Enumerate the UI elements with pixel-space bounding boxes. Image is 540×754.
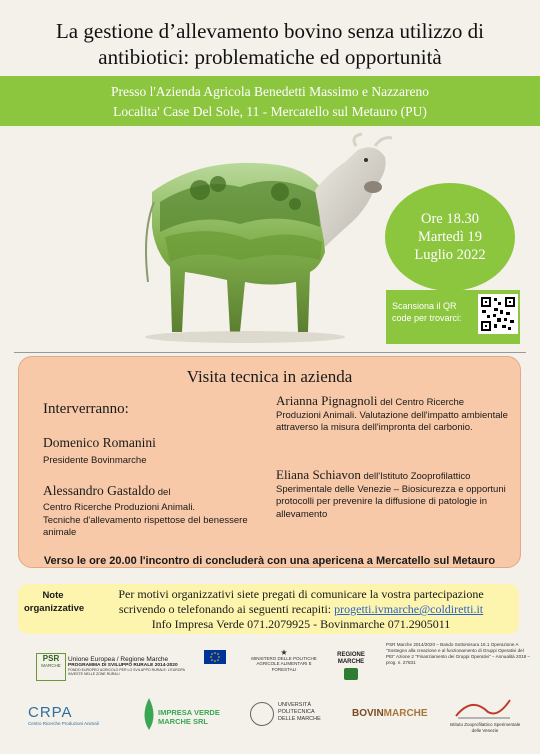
univ-line-2: POLITECNICA [278,709,315,715]
ue-program-text [68,656,198,676]
visit-panel [18,356,521,568]
qr-label: Scansiona il QR code per trovarci: [392,301,462,323]
psr-logo [36,653,66,681]
title-line-2: antibiotici: problematiche ed opportunità [98,45,442,69]
crpa-logo [28,704,108,727]
impresa-verde-logo [158,708,228,726]
speaker-3-affiliation: Ricerche Produzioni Animali. [276,397,465,421]
speaker-4-affil-prefix: dell'Istituto [360,471,409,482]
qr-code-icon[interactable] [478,294,518,334]
speaker-2-name: Alessandro Gastaldo [43,483,156,498]
ministero-logo [244,650,324,672]
regione-marche-logo [330,652,372,680]
ue-line-1: Unione Europea / Regione Marche [68,656,169,663]
event-month-year: Luglio 2022 [414,247,486,263]
university-seal-icon [250,702,274,726]
notes-label-line-2: organizzative [24,603,85,614]
event-date-badge [385,183,515,291]
location-line-2: Localita' Case Del Sole, 11 - Mercatello sul Metauro (PU) [113,104,427,119]
notes-line-2 [86,602,516,617]
sponsor-logos-row-2 [0,692,540,754]
visit-title: Visita tecnica in azienda [186,367,353,386]
event-time: Ore 18.30 [421,211,479,227]
univ-line-3: DELLE MARCHE [278,716,321,722]
univpm-logo [278,702,330,723]
speaker-3-topic: Valutazione dell'impatto ambientale attraverso la misura dell'impronta del carbonio. [276,409,508,433]
notes-text [86,587,516,632]
psr-funding-note: PSR Marche 2014/2020 – Bando Sottomisura 16.1 Operazione A "Sostegno alla creazione e al funzionamento di Gruppi Operativi del PEI" Azione 2 "Finanziamento dei Gruppi Operativi" – Annualità 2018 – prog. n. 27831 [386,642,531,665]
iv-line-1: IMPRESA VERDE [158,708,220,717]
izs-text: Istituto Zooprofilattico Sperimentale delle Venezie [449,722,521,733]
marche-part: MARCHE [383,708,428,719]
iv-line-2: MARCHE SRL [158,717,208,726]
ue-line-3: FONDO EUROPEO AGRICOLO PER LO SVILUPPO RURALE: L'EUROPA INVESTE NELLE ZONE RURALI [68,668,185,676]
crpa-logo-sub: Centro Ricerche Produzioni Animali [28,721,99,726]
izs-logo-icon [452,694,514,720]
speaker-1-role: Presidente Bovinmarche [43,455,147,466]
closing-note: Verso le ore 20.00 l'incontro di concluderà con una apericena a Mercatello sul Metauro [43,555,496,567]
title-line-1: La gestione d’allevamento bovino senza utilizzo di [55,19,485,43]
psr-logo-text: PSR [42,654,60,663]
psr-logo-sub: MARCHE [41,663,61,668]
notes-line-2-prefix: scrivendo o telefonando ai seguenti recapiti: [118,602,335,616]
ministero-text: MINISTERO DELLE POLITICHE AGRICOLE ALIMENTARI E FORESTALI [251,655,317,672]
emblem-icon: ★ [280,648,288,657]
email-link[interactable]: progetti.ivmarche@coldiretti.it [334,602,484,616]
location-banner [0,76,540,126]
speaker-4-topic: Biosicurezza e opportuni protocolli per prevenire la diffusione di patologie in allevamento [276,483,506,520]
speaker-3-affil-prefix: del Centro [377,397,424,408]
speaker-2-affiliation: Centro Ricerche Produzioni Animali. [43,502,196,513]
bovinmarche-logo [352,708,428,719]
eu-flag-icon [204,650,226,664]
notes-line-3: Info Impresa Verde 071.2079925 - Bovinmarche 071.2905011 [151,617,451,631]
crpa-logo-text: CRPA [28,704,73,721]
bovin-part: BOVIN [352,708,384,719]
speaker-3 [276,395,511,435]
speaker-2 [43,483,170,499]
regione-text: REGIONE MARCHE [337,652,365,665]
location-line-1: Presso l'Azienda Agricola Benedetti Massimo e Nazzareno [110,84,430,99]
speaker-2-affil-prefix: del [155,487,171,498]
speakers-intro: Interverranno: [43,401,129,417]
section-divider [14,352,526,353]
notes-label-line-1: Note [42,590,64,601]
sponsor-logos-row-1 [0,640,540,690]
univ-line-1: UNIVERSITÀ [278,702,312,708]
notes-line-1: Per motivi organizzativi siete pregati di comunicare la vostra partecipazione [118,587,484,601]
speaker-4 [276,469,511,521]
page-title [10,18,530,70]
impresa-verde-leaf-icon [138,696,160,732]
speaker-4-affiliation: Zooprofilattico Sperimentale delle Venezie – [276,471,471,495]
regione-emblem-icon [344,668,358,680]
speaker-3-name: Arianna Pignagnoli [276,393,378,408]
event-day: Martedì 19 [417,229,483,245]
speaker-2-topic: Tecniche d'allevamento rispettose del benessere animale [43,515,248,538]
speaker-4-name: Eliana Schiavon [276,467,361,482]
cow-landscape-illustration [130,132,400,347]
ue-line-2: PROGRAMMA DI SVILUPPO RURALE 2014-2020 [68,663,178,668]
speaker-1-name: Domenico Romanini [43,435,156,450]
notes-label [24,589,85,615]
